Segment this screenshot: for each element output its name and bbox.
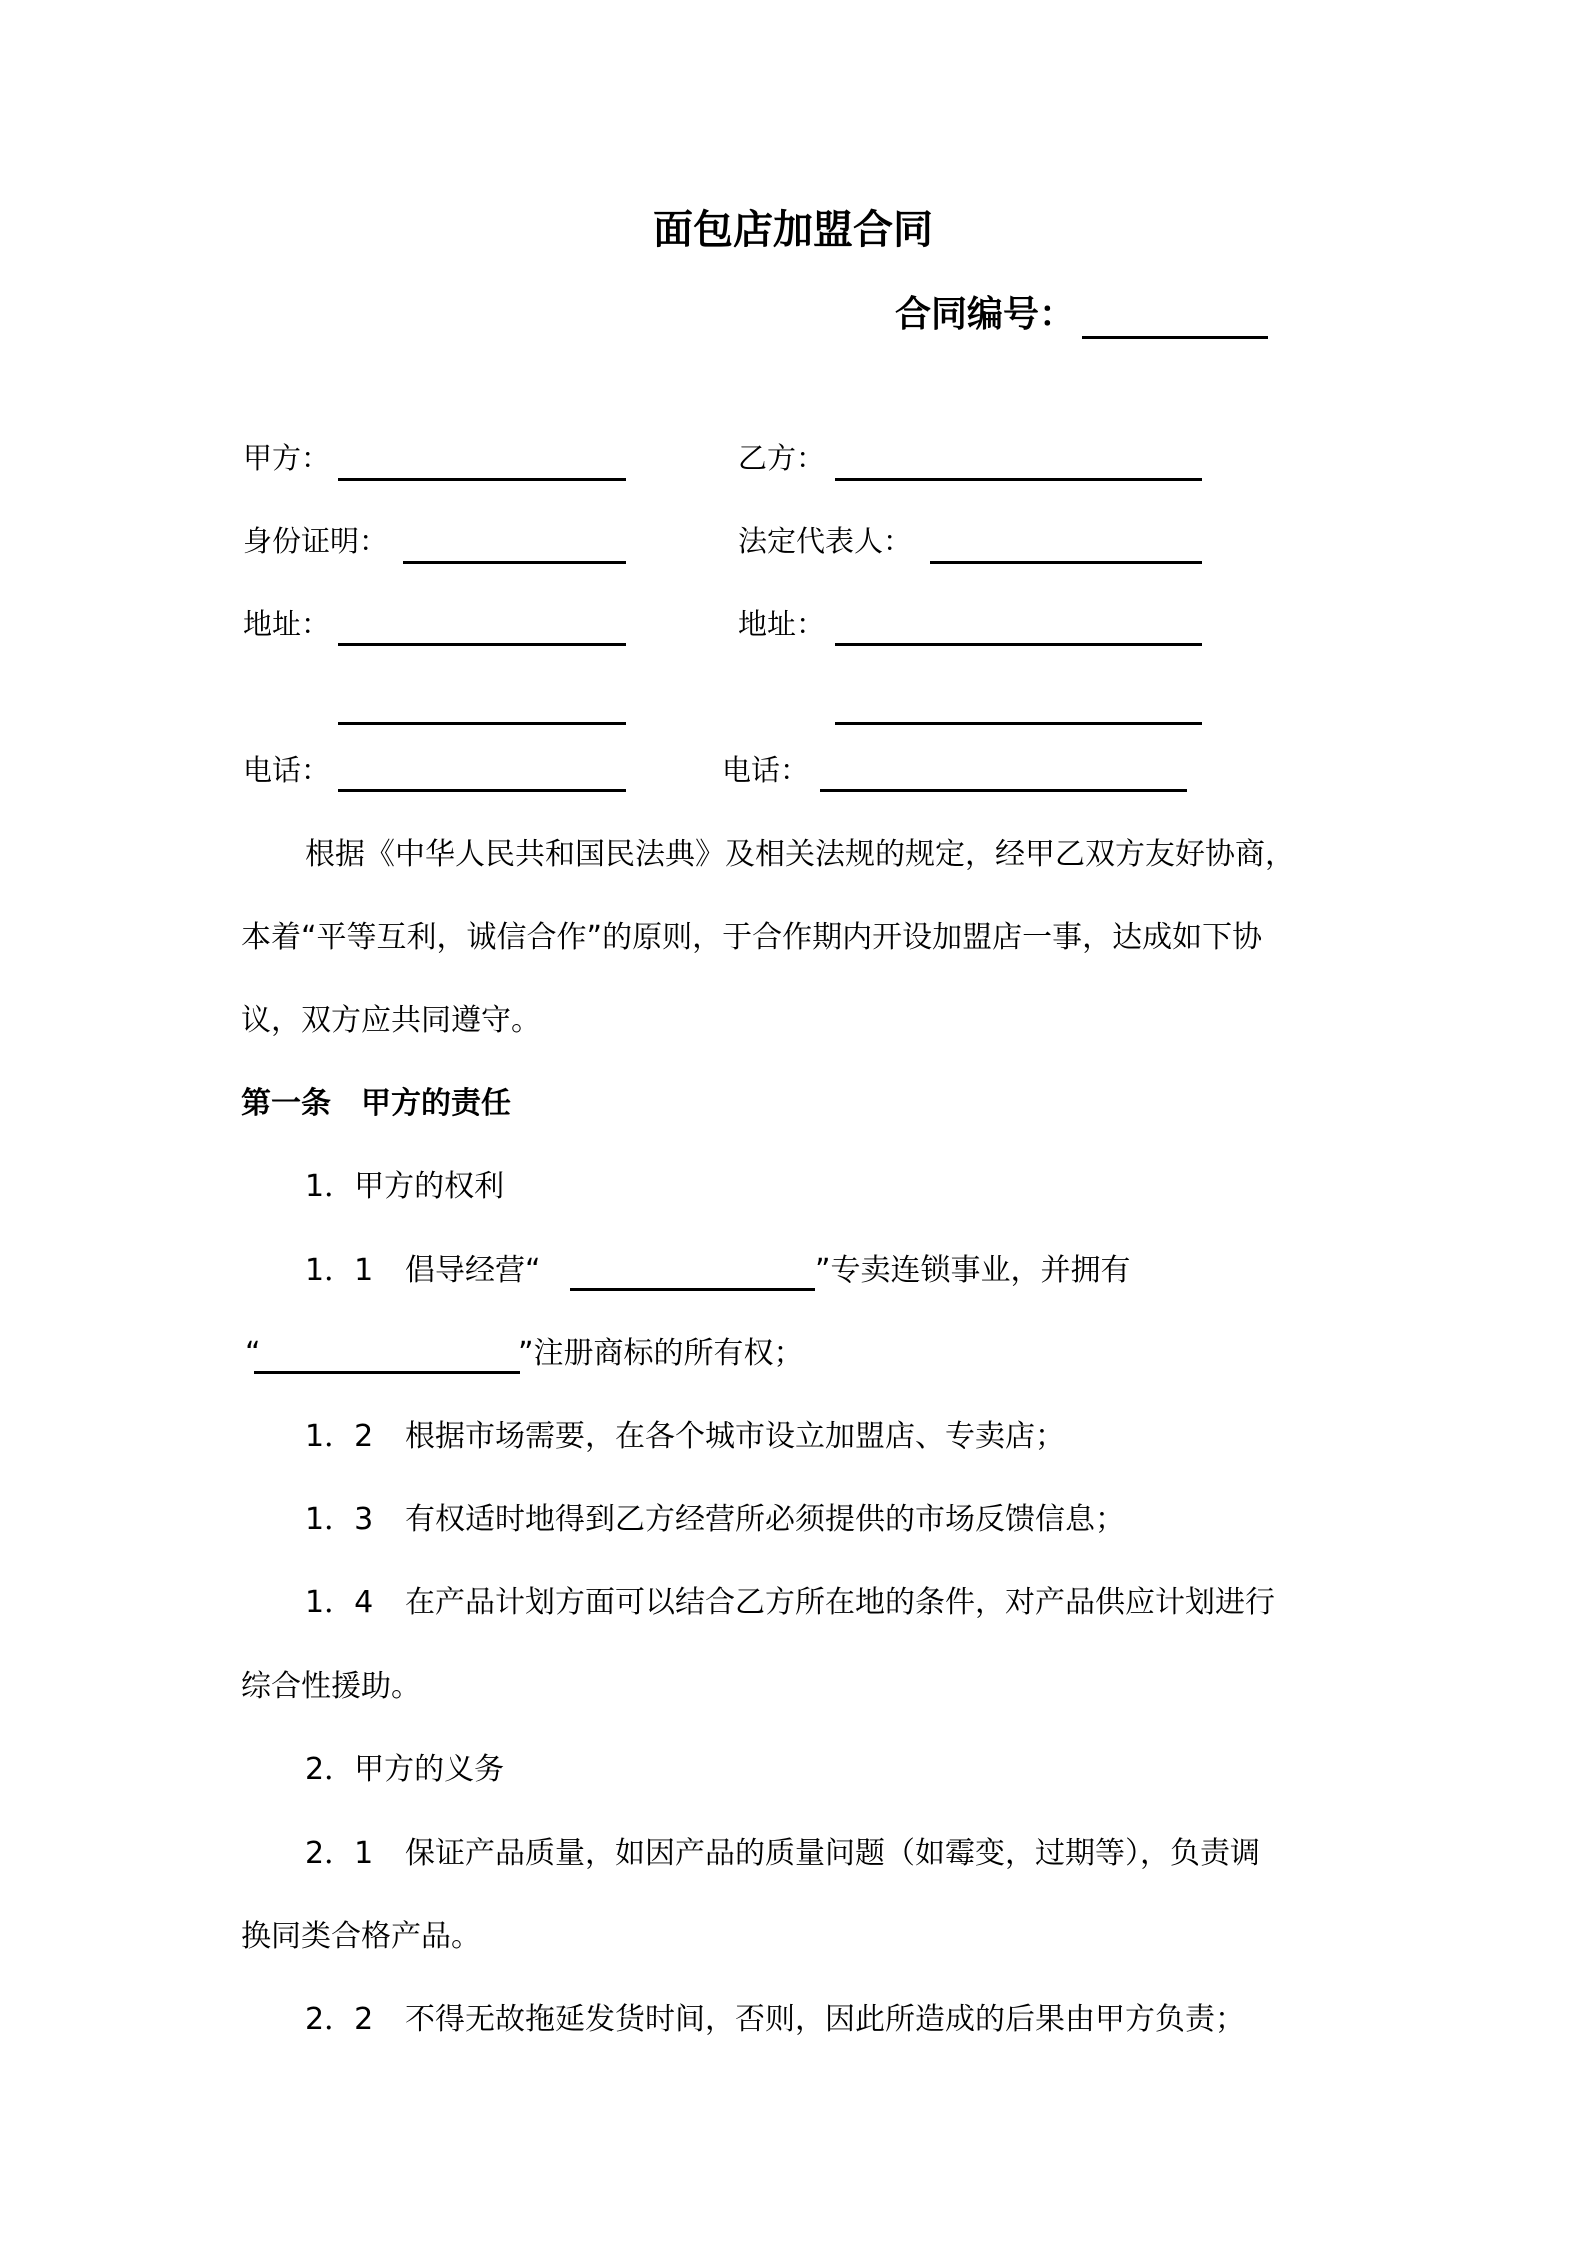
item-1-1-text-before: 倡导经营“ — [405, 1253, 541, 1288]
preamble-line-3: 议，双方应共同遵守。 — [241, 1003, 541, 1038]
item-2-1-text: 保证产品质量，如因产品的质量问题（如霉变，过期等），负责调 — [405, 1836, 1260, 1871]
party-b-address-field-line2[interactable] — [835, 722, 1202, 725]
party-b-rep-field[interactable] — [930, 561, 1202, 564]
item-2-2-number: 2．2 — [305, 2002, 374, 2037]
party-b-address-field[interactable] — [835, 643, 1202, 646]
article-1-heading: 第一条 甲方的责任 — [241, 1086, 511, 1121]
contract-number-field[interactable] — [1082, 336, 1268, 339]
party-a-label: 甲方： — [243, 441, 331, 475]
item-1-4-continuation: 综合性援助。 — [241, 1669, 421, 1704]
item-1-2-text: 根据市场需要，在各个城市设立加盟店、专卖店； — [405, 1419, 1065, 1454]
party-b-address-label: 地址： — [738, 607, 826, 641]
party-b-label: 乙方： — [738, 441, 826, 475]
item-1-4-number: 1．4 — [305, 1585, 374, 1620]
item-2-2-text: 不得无故拖延发货时间，否则，因此所造成的后果由甲方负责； — [405, 2002, 1245, 2037]
party-b-phone-field[interactable] — [820, 789, 1187, 792]
document-title: 面包店加盟合同 — [653, 207, 933, 253]
item-1-1-text-after: ”专卖连锁事业，并拥有 — [815, 1253, 1131, 1288]
party-b-name-field[interactable] — [835, 478, 1202, 481]
item-1-2-number: 1．2 — [305, 1419, 374, 1454]
party-a-id-field[interactable] — [403, 561, 626, 564]
section-1-heading: 1．甲方的权利 — [305, 1169, 505, 1204]
party-a-phone-field[interactable] — [338, 789, 626, 792]
party-a-address-field[interactable] — [338, 643, 626, 646]
item-2-1-continuation: 换同类合格产品。 — [241, 1919, 481, 1954]
item-1-3-number: 1．3 — [305, 1502, 374, 1537]
brand-name-field[interactable] — [570, 1288, 815, 1291]
party-a-address-field-line2[interactable] — [338, 722, 626, 725]
party-a-id-label: 身份证明： — [243, 524, 389, 558]
trademark-name-field[interactable] — [254, 1371, 520, 1374]
item-1-3-text: 有权适时地得到乙方经营所必须提供的市场反馈信息； — [405, 1502, 1125, 1537]
item-1-1-quote-open: “ — [245, 1336, 261, 1371]
item-1-1-line2-text: ”注册商标的所有权； — [518, 1336, 804, 1371]
party-b-rep-label: 法定代表人： — [738, 524, 913, 558]
party-a-name-field[interactable] — [338, 478, 626, 481]
preamble-line-1: 根据《中华人民共和国民法典》及相关法规的规定，经甲乙双方友好协商， — [305, 837, 1295, 872]
item-2-1-number: 2．1 — [305, 1836, 374, 1871]
section-2-heading: 2．甲方的义务 — [305, 1752, 505, 1787]
party-b-phone-label: 电话： — [722, 753, 810, 787]
item-1-1-number: 1．1 — [305, 1253, 374, 1288]
party-a-phone-label: 电话： — [243, 753, 331, 787]
contract-number-label: 合同编号： — [895, 294, 1076, 335]
item-1-4-text: 在产品计划方面可以结合乙方所在地的条件，对产品供应计划进行 — [405, 1585, 1275, 1620]
preamble-line-2: 本着“平等互利，诚信合作”的原则，于合作期内开设加盟店一事，达成如下协 — [241, 920, 1263, 955]
party-a-address-label: 地址： — [243, 607, 331, 641]
